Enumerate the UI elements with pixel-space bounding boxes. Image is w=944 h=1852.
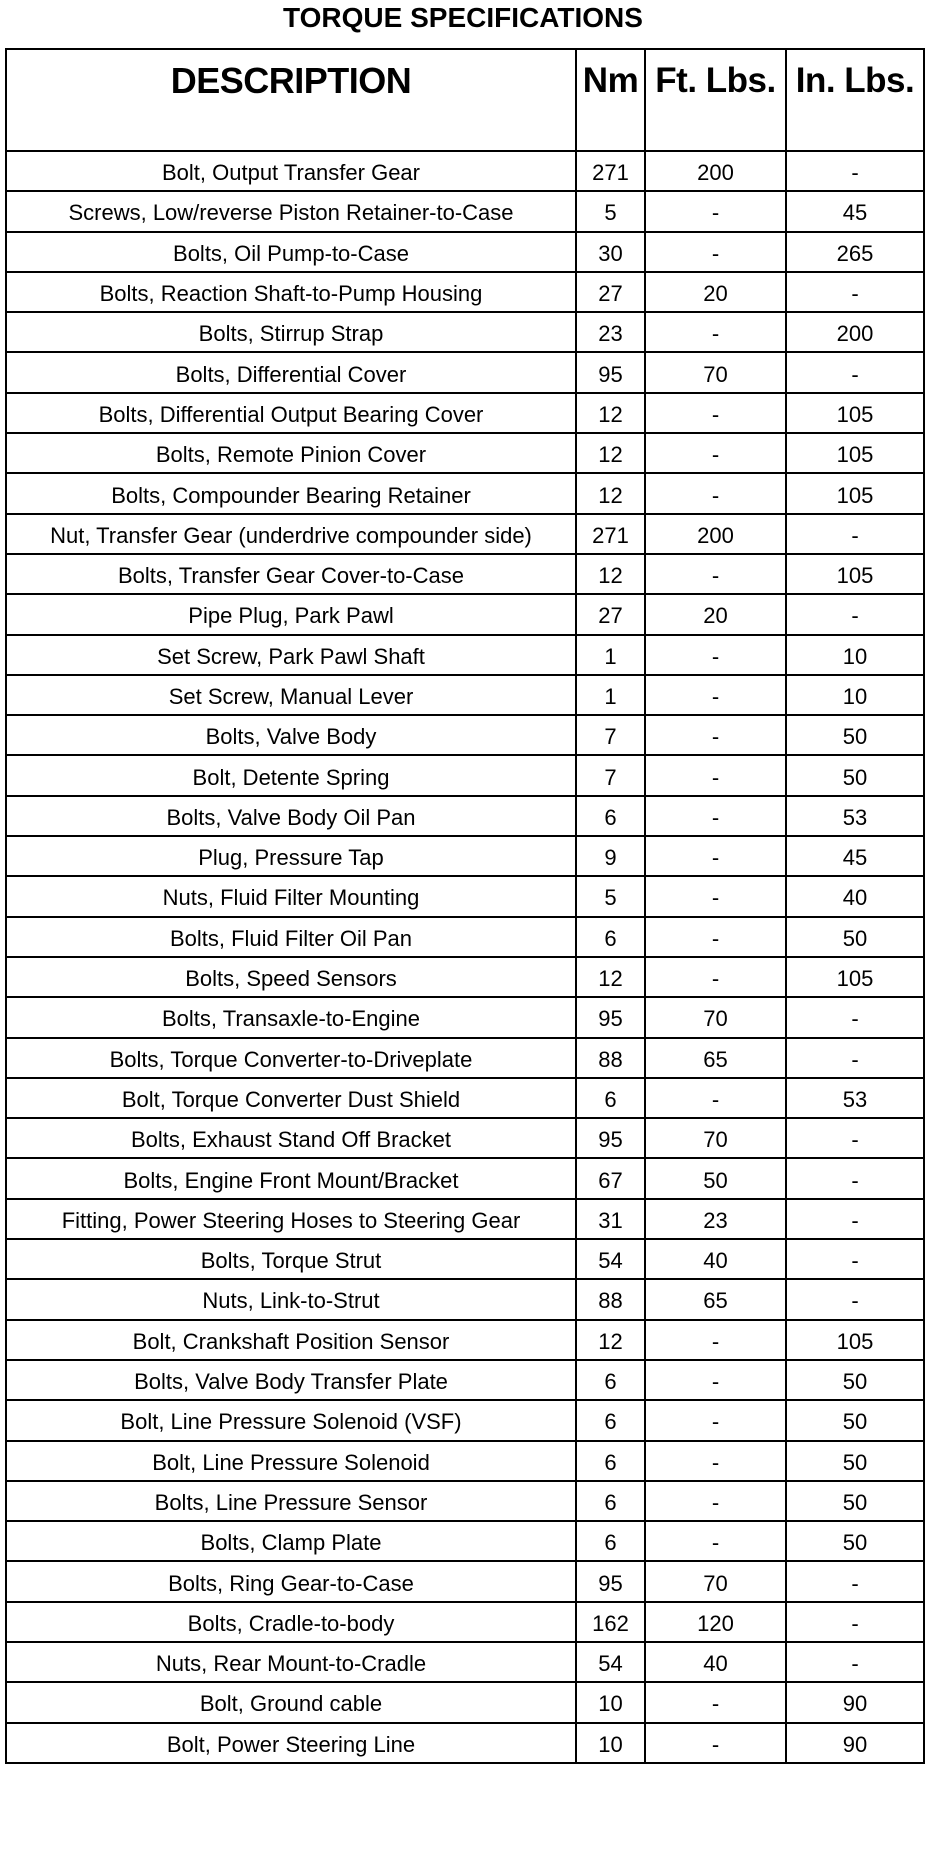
cell-nm: 31	[576, 1199, 645, 1239]
table-row	[6, 1481, 924, 1521]
cell-description: Set Screw, Park Pawl Shaft	[6, 635, 576, 675]
cell-description: Plug, Pressure Tap	[6, 836, 576, 876]
cell-nm: 7	[576, 755, 645, 795]
cell-description: Bolts, Torque Converter-to-Driveplate	[6, 1038, 576, 1078]
cell-description: Bolts, Valve Body	[6, 715, 576, 755]
cell-nm: 162	[576, 1602, 645, 1642]
cell-nm: 6	[576, 1360, 645, 1400]
table-row	[6, 1279, 924, 1319]
table-row	[6, 1360, 924, 1400]
cell-ft-lbs: -	[645, 1481, 786, 1521]
table-row	[6, 1078, 924, 1118]
table-row	[6, 473, 924, 513]
cell-nm: 12	[576, 554, 645, 594]
cell-in-lbs: -	[786, 1158, 924, 1198]
cell-description: Bolt, Power Steering Line	[6, 1723, 576, 1763]
cell-ft-lbs: -	[645, 1441, 786, 1481]
cell-ft-lbs: -	[645, 1723, 786, 1763]
cell-in-lbs: 10	[786, 675, 924, 715]
cell-description: Bolts, Valve Body Transfer Plate	[6, 1360, 576, 1400]
cell-nm: 27	[576, 594, 645, 634]
cell-description: Bolts, Transfer Gear Cover-to-Case	[6, 554, 576, 594]
table-row	[6, 715, 924, 755]
cell-description: Pipe Plug, Park Pawl	[6, 594, 576, 634]
cell-description: Nuts, Link-to-Strut	[6, 1279, 576, 1319]
cell-in-lbs: -	[786, 997, 924, 1037]
column-header-ft-lbs: Ft. Lbs.	[645, 49, 786, 151]
cell-description: Bolts, Fluid Filter Oil Pan	[6, 917, 576, 957]
cell-ft-lbs: 70	[645, 997, 786, 1037]
cell-in-lbs: 50	[786, 1360, 924, 1400]
cell-ft-lbs: -	[645, 1320, 786, 1360]
cell-ft-lbs: 50	[645, 1158, 786, 1198]
cell-ft-lbs: -	[645, 312, 786, 352]
cell-description: Bolts, Cradle-to-body	[6, 1602, 576, 1642]
cell-nm: 30	[576, 232, 645, 272]
cell-nm: 6	[576, 1441, 645, 1481]
cell-in-lbs: -	[786, 1602, 924, 1642]
cell-nm: 27	[576, 272, 645, 312]
table-row	[6, 1602, 924, 1642]
table-row	[6, 917, 924, 957]
table-header	[6, 49, 924, 151]
cell-in-lbs: 50	[786, 715, 924, 755]
cell-description: Set Screw, Manual Lever	[6, 675, 576, 715]
cell-ft-lbs: -	[645, 635, 786, 675]
table-row	[6, 1723, 924, 1763]
cell-description: Bolts, Remote Pinion Cover	[6, 433, 576, 473]
table-row	[6, 997, 924, 1037]
cell-in-lbs: 10	[786, 635, 924, 675]
cell-nm: 12	[576, 473, 645, 513]
cell-in-lbs: 105	[786, 554, 924, 594]
cell-nm: 67	[576, 1158, 645, 1198]
cell-nm: 12	[576, 433, 645, 473]
cell-description: Bolt, Torque Converter Dust Shield	[6, 1078, 576, 1118]
cell-description: Bolts, Differential Output Bearing Cover	[6, 393, 576, 433]
table-row	[6, 433, 924, 473]
header-row	[6, 49, 924, 151]
cell-nm: 23	[576, 312, 645, 352]
cell-nm: 6	[576, 1521, 645, 1561]
cell-nm: 6	[576, 1078, 645, 1118]
cell-ft-lbs: 20	[645, 594, 786, 634]
cell-nm: 95	[576, 997, 645, 1037]
table-row	[6, 635, 924, 675]
cell-in-lbs: 105	[786, 957, 924, 997]
cell-ft-lbs: 70	[645, 1118, 786, 1158]
column-header-description: DESCRIPTION	[6, 49, 576, 151]
cell-nm: 12	[576, 1320, 645, 1360]
cell-nm: 271	[576, 514, 645, 554]
table-row	[6, 554, 924, 594]
cell-in-lbs: -	[786, 272, 924, 312]
cell-in-lbs: -	[786, 514, 924, 554]
cell-nm: 88	[576, 1279, 645, 1319]
table-row	[6, 1199, 924, 1239]
cell-ft-lbs: 20	[645, 272, 786, 312]
cell-in-lbs: 45	[786, 191, 924, 231]
cell-ft-lbs: -	[645, 393, 786, 433]
cell-nm: 6	[576, 1481, 645, 1521]
cell-description: Bolts, Oil Pump-to-Case	[6, 232, 576, 272]
cell-description: Bolts, Differential Cover	[6, 352, 576, 392]
cell-nm: 88	[576, 1038, 645, 1078]
table-row	[6, 1038, 924, 1078]
column-header-in-lbs: In. Lbs.	[786, 49, 924, 151]
table-row	[6, 1682, 924, 1722]
cell-in-lbs: -	[786, 1239, 924, 1279]
table-row	[6, 796, 924, 836]
cell-nm: 95	[576, 352, 645, 392]
cell-in-lbs: -	[786, 1199, 924, 1239]
cell-nm: 6	[576, 917, 645, 957]
cell-in-lbs: 53	[786, 1078, 924, 1118]
cell-nm: 6	[576, 1400, 645, 1440]
cell-description: Bolt, Ground cable	[6, 1682, 576, 1722]
cell-description: Nuts, Fluid Filter Mounting	[6, 876, 576, 916]
cell-in-lbs: 50	[786, 1400, 924, 1440]
cell-ft-lbs: -	[645, 755, 786, 795]
cell-description: Screws, Low/reverse Piston Retainer-to-Case	[6, 191, 576, 231]
cell-ft-lbs: 70	[645, 1561, 786, 1601]
cell-nm: 7	[576, 715, 645, 755]
cell-in-lbs: 105	[786, 393, 924, 433]
cell-in-lbs: -	[786, 151, 924, 191]
cell-in-lbs: -	[786, 594, 924, 634]
cell-description: Bolts, Ring Gear-to-Case	[6, 1561, 576, 1601]
table-row	[6, 1239, 924, 1279]
cell-description: Bolts, Engine Front Mount/Bracket	[6, 1158, 576, 1198]
cell-nm: 95	[576, 1561, 645, 1601]
cell-ft-lbs: -	[645, 675, 786, 715]
table-row	[6, 594, 924, 634]
cell-in-lbs: 50	[786, 1481, 924, 1521]
cell-ft-lbs: -	[645, 917, 786, 957]
cell-description: Bolts, Reaction Shaft-to-Pump Housing	[6, 272, 576, 312]
cell-in-lbs: 90	[786, 1723, 924, 1763]
table-row	[6, 957, 924, 997]
cell-in-lbs: 40	[786, 876, 924, 916]
table-row	[6, 1521, 924, 1561]
cell-description: Bolt, Detente Spring	[6, 755, 576, 795]
cell-description: Bolt, Output Transfer Gear	[6, 151, 576, 191]
cell-nm: 10	[576, 1682, 645, 1722]
table-row	[6, 1320, 924, 1360]
cell-ft-lbs: -	[645, 191, 786, 231]
cell-nm: 54	[576, 1239, 645, 1279]
table-row	[6, 514, 924, 554]
cell-nm: 1	[576, 675, 645, 715]
table-row	[6, 1158, 924, 1198]
table-row	[6, 312, 924, 352]
cell-ft-lbs: 120	[645, 1602, 786, 1642]
cell-ft-lbs: -	[645, 957, 786, 997]
cell-in-lbs: -	[786, 1279, 924, 1319]
cell-in-lbs: 50	[786, 917, 924, 957]
cell-in-lbs: -	[786, 1118, 924, 1158]
cell-nm: 6	[576, 796, 645, 836]
cell-description: Bolt, Line Pressure Solenoid (VSF)	[6, 1400, 576, 1440]
cell-description: Bolts, Clamp Plate	[6, 1521, 576, 1561]
cell-nm: 5	[576, 876, 645, 916]
cell-ft-lbs: 200	[645, 151, 786, 191]
table-row	[6, 876, 924, 916]
cell-ft-lbs: 70	[645, 352, 786, 392]
cell-description: Bolts, Compounder Bearing Retainer	[6, 473, 576, 513]
cell-in-lbs: 265	[786, 232, 924, 272]
cell-ft-lbs: -	[645, 1400, 786, 1440]
table-row	[6, 191, 924, 231]
cell-ft-lbs: 23	[645, 1199, 786, 1239]
cell-in-lbs: 105	[786, 433, 924, 473]
cell-nm: 12	[576, 957, 645, 997]
cell-ft-lbs: 40	[645, 1239, 786, 1279]
table-row	[6, 151, 924, 191]
cell-in-lbs: -	[786, 1642, 924, 1682]
cell-description: Bolts, Stirrup Strap	[6, 312, 576, 352]
cell-in-lbs: -	[786, 1561, 924, 1601]
table-row	[6, 1441, 924, 1481]
cell-ft-lbs: -	[645, 1682, 786, 1722]
cell-ft-lbs: -	[645, 796, 786, 836]
cell-description: Bolts, Exhaust Stand Off Bracket	[6, 1118, 576, 1158]
cell-nm: 54	[576, 1642, 645, 1682]
cell-in-lbs: 90	[786, 1682, 924, 1722]
cell-nm: 9	[576, 836, 645, 876]
cell-nm: 1	[576, 635, 645, 675]
cell-description: Nut, Transfer Gear (underdrive compounder side)	[6, 514, 576, 554]
cell-ft-lbs: -	[645, 232, 786, 272]
cell-ft-lbs: 40	[645, 1642, 786, 1682]
cell-in-lbs: 50	[786, 755, 924, 795]
cell-ft-lbs: 65	[645, 1038, 786, 1078]
cell-ft-lbs: -	[645, 1078, 786, 1118]
table-row	[6, 1642, 924, 1682]
table-row	[6, 352, 924, 392]
table-row	[6, 272, 924, 312]
table-row	[6, 232, 924, 272]
cell-ft-lbs: 65	[645, 1279, 786, 1319]
table-row	[6, 1400, 924, 1440]
cell-description: Nuts, Rear Mount-to-Cradle	[6, 1642, 576, 1682]
cell-in-lbs: 50	[786, 1521, 924, 1561]
cell-in-lbs: 105	[786, 473, 924, 513]
cell-in-lbs: 53	[786, 796, 924, 836]
torque-spec-table	[5, 48, 925, 1764]
cell-nm: 271	[576, 151, 645, 191]
cell-in-lbs: -	[786, 352, 924, 392]
cell-in-lbs: 50	[786, 1441, 924, 1481]
table-row	[6, 393, 924, 433]
cell-ft-lbs: -	[645, 836, 786, 876]
cell-nm: 5	[576, 191, 645, 231]
cell-ft-lbs: -	[645, 715, 786, 755]
cell-description: Bolts, Valve Body Oil Pan	[6, 796, 576, 836]
page-title: TORQUE SPECIFICATIONS	[283, 2, 643, 33]
cell-in-lbs: 105	[786, 1320, 924, 1360]
cell-ft-lbs: -	[645, 1360, 786, 1400]
cell-description: Bolts, Line Pressure Sensor	[6, 1481, 576, 1521]
cell-description: Bolt, Line Pressure Solenoid	[6, 1441, 576, 1481]
table-row	[6, 1118, 924, 1158]
cell-ft-lbs: 200	[645, 514, 786, 554]
cell-description: Bolts, Torque Strut	[6, 1239, 576, 1279]
cell-nm: 95	[576, 1118, 645, 1158]
cell-in-lbs: -	[786, 1038, 924, 1078]
table-row	[6, 1561, 924, 1601]
cell-description: Fitting, Power Steering Hoses to Steering Gear	[6, 1199, 576, 1239]
cell-ft-lbs: -	[645, 554, 786, 594]
cell-ft-lbs: -	[645, 433, 786, 473]
cell-nm: 12	[576, 393, 645, 433]
cell-ft-lbs: -	[645, 473, 786, 513]
cell-in-lbs: 200	[786, 312, 924, 352]
column-header-nm: Nm	[576, 49, 645, 151]
table-row	[6, 836, 924, 876]
cell-description: Bolts, Transaxle-to-Engine	[6, 997, 576, 1037]
cell-description: Bolt, Crankshaft Position Sensor	[6, 1320, 576, 1360]
cell-description: Bolts, Speed Sensors	[6, 957, 576, 997]
cell-ft-lbs: -	[645, 876, 786, 916]
table-row	[6, 675, 924, 715]
table-row	[6, 755, 924, 795]
cell-ft-lbs: -	[645, 1521, 786, 1561]
cell-nm: 10	[576, 1723, 645, 1763]
cell-in-lbs: 45	[786, 836, 924, 876]
table-body	[6, 151, 924, 1763]
